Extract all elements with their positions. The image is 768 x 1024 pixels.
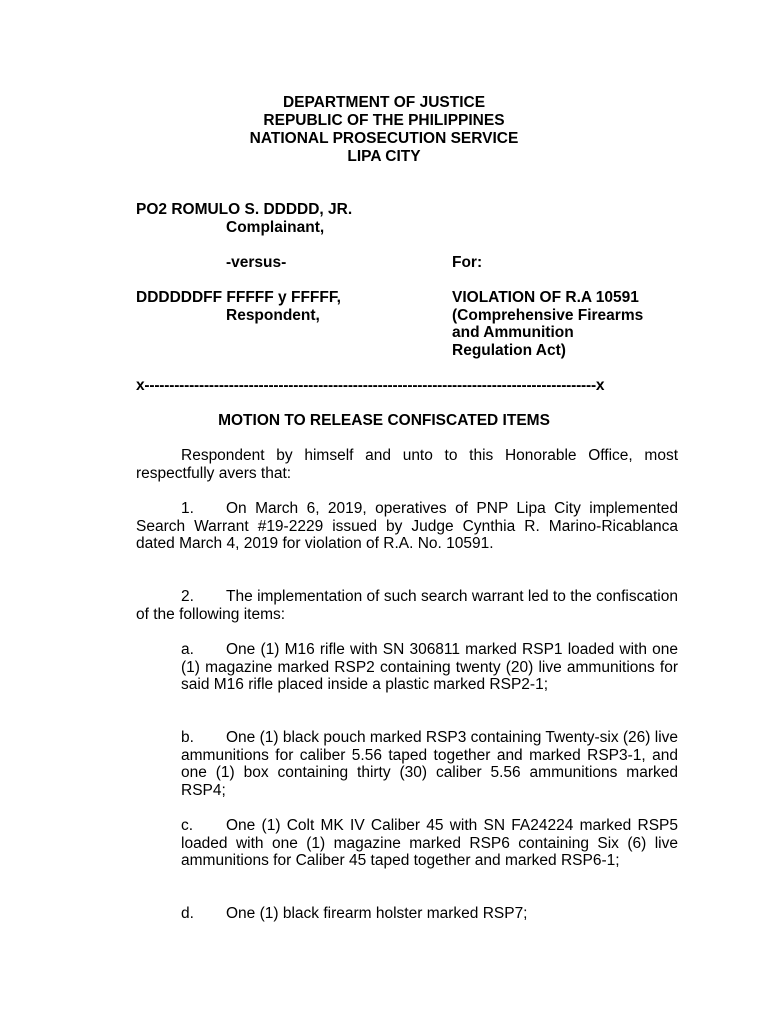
- complainant-role: Complainant,: [226, 219, 325, 236]
- item-label: b.: [181, 729, 194, 746]
- item-text: One (1) M16 rifle with SN 306811 marked RSP1 loaded with one (1) magazine marked RSP2 containing twenty (20) live ammunitions for said M16 rifle placed inside a plastic marked RSP2-1;: [181, 641, 678, 694]
- item-label: d.: [181, 905, 194, 922]
- list-item-a: [181, 641, 678, 694]
- motion-title: MOTION TO RELEASE CONFISCATED ITEMS: [218, 412, 550, 429]
- versus-label: -versus-: [226, 254, 287, 271]
- item-label: c.: [181, 817, 194, 834]
- header-department: DEPARTMENT OF JUSTICE: [282, 94, 486, 111]
- list-item-b: [181, 729, 678, 799]
- numbered-paragraph-2: [136, 588, 678, 623]
- charge-line-3: and Ammunition: [452, 324, 574, 341]
- item-label: a.: [181, 641, 194, 658]
- charge-line-2: (Comprehensive Firearms: [452, 307, 644, 324]
- paragraph-number: 2.: [181, 588, 194, 605]
- item-text: One (1) Colt MK IV Caliber 45 with SN FA24224 marked RSP5 loaded with one (1) magazine marked RSP6 containing Six (6) live ammunitions for Caliber 45 taped together and marked RSP6-1;: [181, 817, 678, 870]
- numbered-paragraph-1: [136, 500, 678, 553]
- charge-line-1: VIOLATION OF R.A 10591: [452, 289, 639, 306]
- complainant-name: PO2 ROMULO S. DDDDD, JR.: [136, 201, 353, 218]
- item-text: One (1) black firearm holster marked RSP7;: [226, 905, 528, 922]
- respondent-role: Respondent,: [226, 307, 320, 324]
- intro-paragraph: [136, 447, 678, 482]
- list-item-c: [181, 817, 678, 870]
- header-prosecution-service: NATIONAL PROSECUTION SERVICE: [249, 130, 519, 147]
- paragraph-text: On March 6, 2019, operatives of PNP Lipa City implemented Search Warrant #19-2229 issued by Judge Cynthia R. Marino-Ricablanca dated March 4, 2019 for violation of R.A. No. 10591.: [136, 500, 678, 553]
- item-text: One (1) black pouch marked RSP3 containing Twenty-six (26) live ammunitions for caliber 5.56 taped together and marked RSP3-1, and one (1) box containing thirty (30) caliber 5.56 ammunitions marked RSP4;: [181, 729, 679, 799]
- charge-line-4: Regulation Act): [452, 342, 566, 359]
- list-item-d: [181, 905, 678, 923]
- caption-separator: x-------------------------------------------------------------------------------------------x: [136, 377, 605, 394]
- header-city: LIPA CITY: [347, 148, 421, 165]
- intro-text: Respondent by himself and unto to this Honorable Office, most respectfully avers that:: [136, 447, 678, 482]
- paragraph-number: 1.: [181, 500, 194, 517]
- respondent-name: DDDDDDFF FFFFF y FFFFF,: [136, 289, 341, 306]
- paragraph-text: The implementation of such search warrant led to the confiscation of the following items:: [136, 588, 678, 623]
- for-label: For:: [452, 254, 483, 271]
- header-republic: REPUBLIC OF THE PHILIPPINES: [263, 112, 505, 129]
